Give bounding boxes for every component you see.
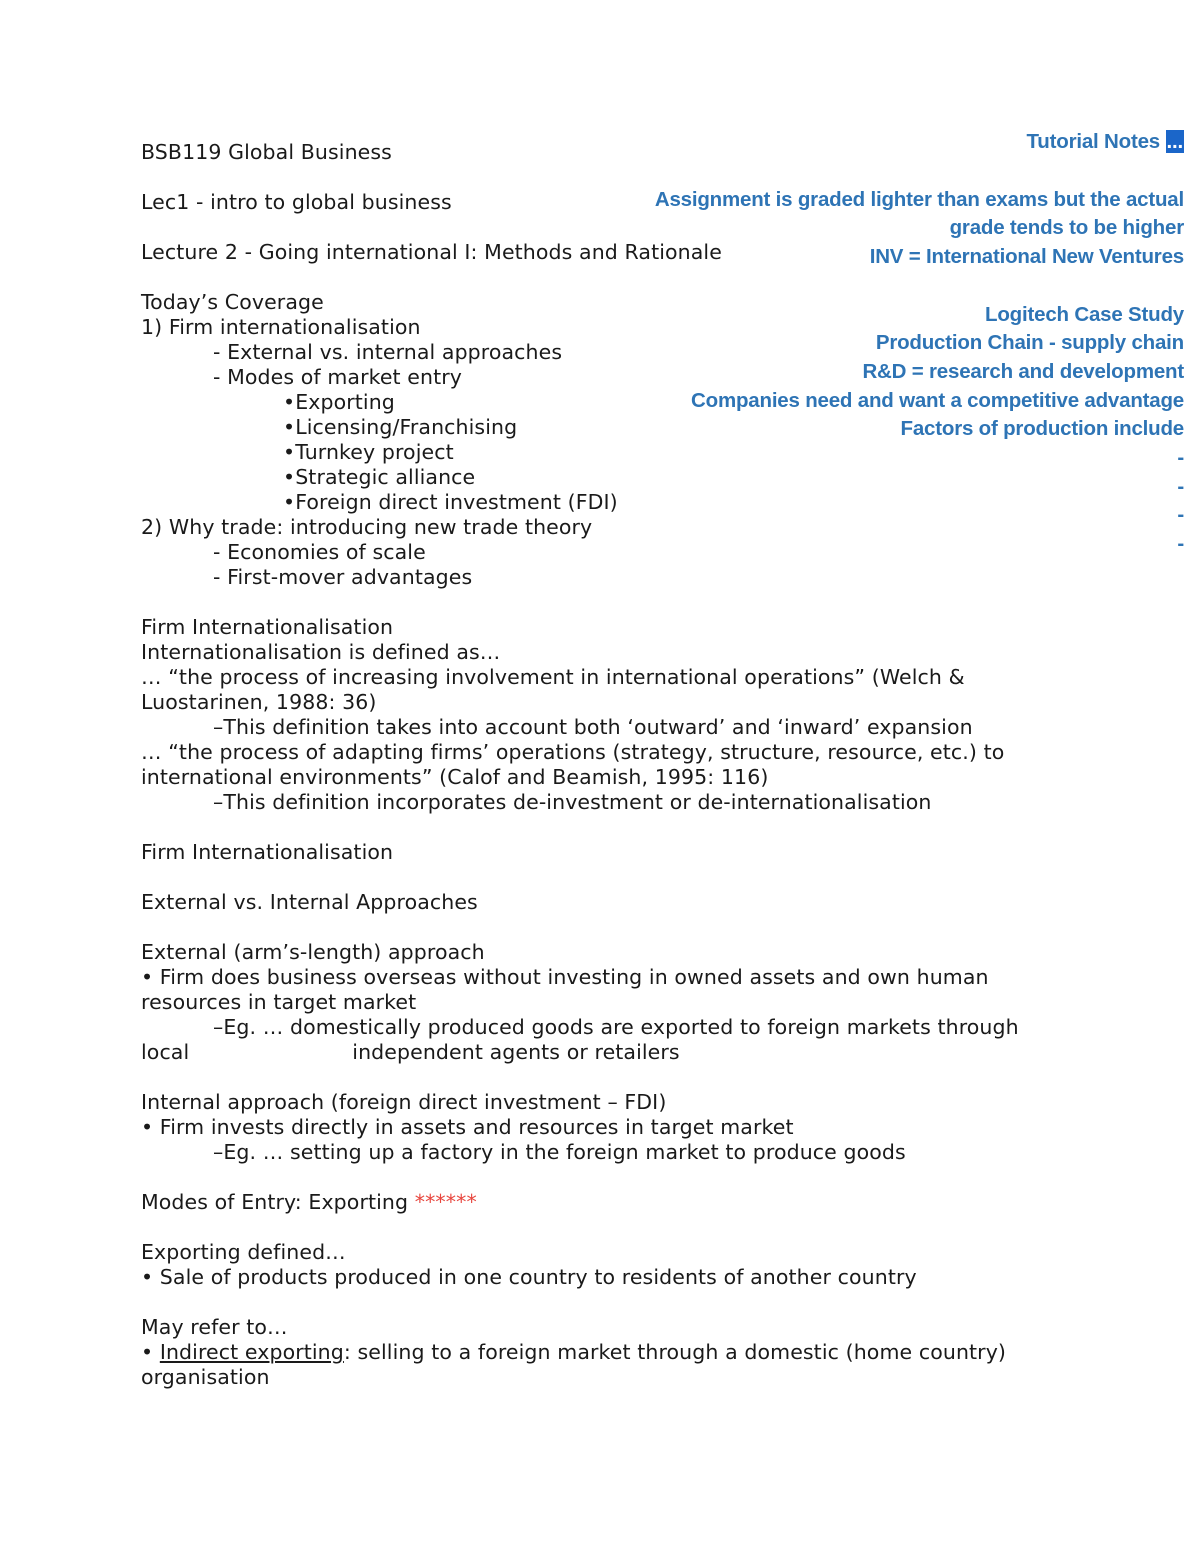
entry-mode-item: •Licensing/Franchising (283, 415, 518, 439)
section-heading: Firm Internationalisation (141, 615, 394, 639)
indirect-exporting-definition: : selling to a foreign market through a domestic (home country) organisation (141, 1340, 1007, 1389)
definition-quote: … “the process of increasing involvement in international operations” (Welch & Luostarinen, 1988: 36) (141, 665, 965, 714)
entry-mode-item: •Turnkey project (283, 440, 454, 464)
internal-approach-bullet: • Firm invests directly in assets and resources in target market (141, 1115, 794, 1139)
definition-quote: … “the process of adapting firms’ operations (strategy, structure, resource, etc.) to international environments” (Calof and Beamish, 1995: 116) (141, 740, 1005, 789)
course-title: BSB119 Global Business (141, 140, 392, 164)
coverage-subitem: - Economies of scale (213, 540, 426, 564)
definition-note: –This definition incorporates de-investment or de-internationalisation (213, 790, 932, 814)
external-approach-bullet: • Firm does business overseas without investing in owned assets and own human resources in target market (141, 965, 989, 1014)
note-production-chain: Production Chain - supply chain (875, 331, 1184, 355)
note-assignment-2: grade tends to be higher (949, 216, 1184, 240)
indirect-exporting-bullet (141, 1340, 1071, 1390)
internal-approach-example: –Eg. … setting up a factory in the foreign market to produce goods (213, 1140, 906, 1164)
note-assignment-1: Assignment is graded lighter than exams but the actual (654, 187, 1184, 211)
section-heading: Firm Internationalisation (141, 840, 394, 864)
selected-text-marker[interactable]: ... (1166, 130, 1183, 153)
external-approach-heading: External (arm’s-length) approach (141, 940, 485, 964)
coverage-item-2: 2) Why trade: introducing new trade theory (141, 515, 593, 539)
exporting-defined: Exporting defined… (141, 1240, 346, 1264)
internal-approach-heading: Internal approach (foreign direct investment – FDI) (141, 1090, 667, 1114)
coverage-subitem: - First-mover advantages (213, 565, 473, 589)
coverage-subitem: - Modes of market entry (213, 365, 463, 389)
note-rd: R&D = research and development (862, 359, 1184, 383)
section-heading: External vs. Internal Approaches (141, 890, 478, 914)
bullet: • (141, 1340, 160, 1364)
note-competitive: Companies need and want a competitive advantage (691, 388, 1184, 412)
example-cont-rest: independent agents or retailers (352, 1040, 680, 1064)
coverage-heading: Today’s Coverage (141, 290, 324, 314)
modes-of-entry-label: Modes of Entry: Exporting (141, 1190, 409, 1214)
note-logitech: Logitech Case Study (985, 302, 1184, 326)
may-refer-heading: May refer to… (141, 1315, 288, 1339)
lecture-notes-body (141, 140, 1071, 1390)
note-dash: - (1177, 532, 1184, 556)
indirect-exporting-term: Indirect exporting (159, 1340, 344, 1364)
example-cont-word: local (141, 1040, 190, 1064)
tutorial-notes-label: Tutorial Notes (1026, 130, 1160, 153)
definition-note: –This definition takes into account both ‘outward’ and ‘inward’ expansion (213, 715, 973, 739)
modes-of-entry-heading (141, 1190, 1071, 1215)
entry-mode-item: •Foreign direct investment (FDI) (283, 490, 618, 514)
emphasis-stars: ****** (414, 1190, 477, 1214)
note-inv: INV = International New Ventures (869, 245, 1184, 269)
note-dash: - (1177, 446, 1184, 470)
note-dash: - (1177, 503, 1184, 527)
lecture-2-title: Lecture 2 - Going international I: Methods and Rationale (141, 240, 722, 264)
lecture-1-title: Lec1 - intro to global business (141, 190, 452, 214)
external-approach-example-cont (141, 1040, 1071, 1065)
coverage-subitem: - External vs. internal approaches (213, 340, 563, 364)
exporting-bullet: • Sale of products produced in one country to residents of another country (141, 1265, 917, 1289)
note-dash: - (1177, 474, 1184, 498)
external-approach-example: –Eg. … domestically produced goods are exported to foreign markets through (213, 1015, 1019, 1039)
coverage-item-1: 1) Firm internationalisation (141, 315, 421, 339)
note-factors: Factors of production include (900, 417, 1184, 441)
entry-mode-item: •Exporting (283, 390, 395, 414)
entry-mode-item: •Strategic alliance (283, 465, 476, 489)
definition-intro: Internationalisation is defined as… (141, 640, 501, 664)
